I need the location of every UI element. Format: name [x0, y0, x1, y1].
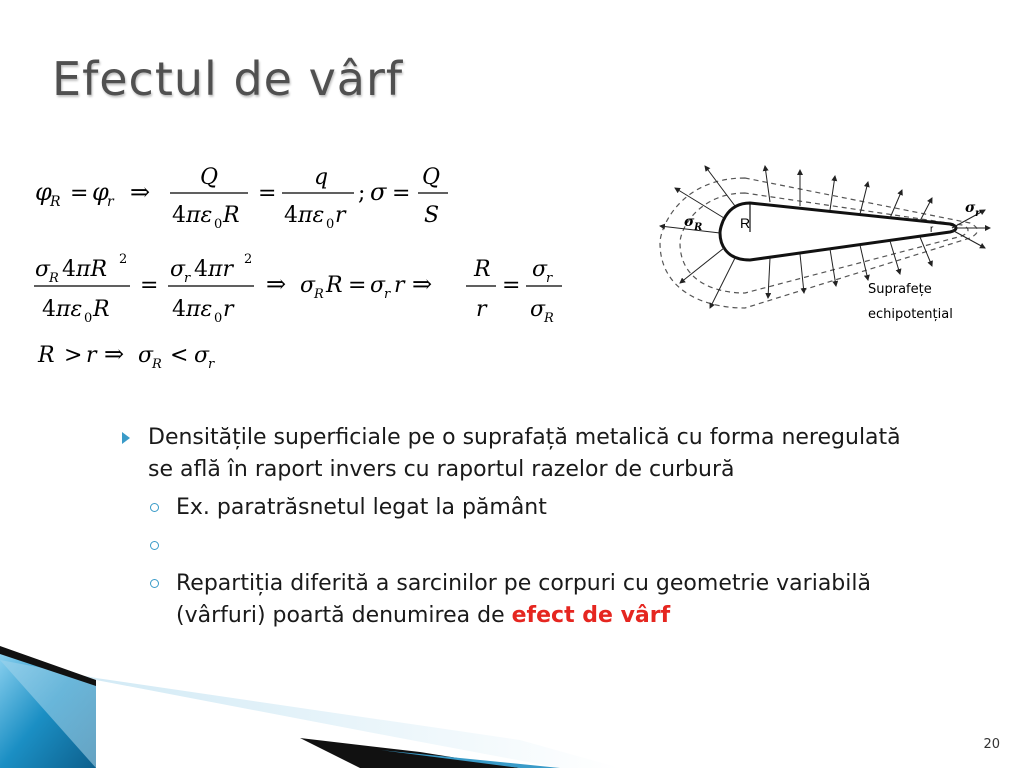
- svg-text:;: ;: [358, 181, 366, 206]
- sub-bullet-3-text: Repartiția diferită a sarcinilor pe corpuri cu geometrie variabilă (vârfuri) poartă denumirea de: [176, 571, 871, 628]
- svg-text:R: R: [49, 271, 59, 286]
- conductor-body: [720, 203, 956, 260]
- label-sigma-r: σ: [965, 200, 976, 216]
- svg-text:R: R: [152, 357, 162, 372]
- sub-bullet-circle-icon: [150, 503, 159, 512]
- svg-text:=: =: [140, 273, 159, 298]
- label-sigma-R: σ: [684, 214, 695, 230]
- svg-text:=: =: [258, 181, 277, 206]
- svg-text:R: R: [223, 203, 240, 228]
- equations: [30, 150, 630, 380]
- charged-conductor-figure: [640, 148, 1020, 338]
- svg-text:4πε: 4πε: [42, 297, 83, 322]
- svg-text:S: S: [424, 203, 440, 228]
- page-number: 20: [983, 737, 1000, 752]
- svg-text:Q: Q: [200, 165, 219, 190]
- svg-text:σ: σ: [530, 297, 546, 322]
- svg-text:σ: σ: [35, 257, 51, 282]
- svg-text:r: r: [335, 203, 346, 228]
- svg-text:r: r: [184, 271, 191, 286]
- bullet-arrow-icon: [122, 432, 130, 444]
- svg-text:r: r: [208, 357, 215, 372]
- svg-text:σ: σ: [300, 273, 316, 298]
- svg-text:r: r: [546, 271, 553, 286]
- sub-bullet-1: [118, 492, 928, 524]
- svg-text:0: 0: [214, 311, 223, 326]
- svg-text:R: R: [314, 287, 324, 302]
- svg-text:σ: σ: [138, 343, 154, 368]
- label-sigma-r-sub: r: [975, 208, 981, 219]
- bullet-main: [118, 422, 928, 486]
- equation-line-3: [37, 340, 215, 372]
- svg-text:=: =: [392, 181, 411, 206]
- svg-text:4πε: 4πε: [172, 203, 213, 228]
- slide-title: Efectul de vârf: [52, 52, 404, 106]
- sub-bullet-1-text: Ex. paratrăsnetul legat la pământ: [176, 495, 547, 520]
- label-R: R: [740, 215, 751, 231]
- equation-line-2: [34, 252, 562, 326]
- label-r: r: [930, 224, 934, 235]
- svg-text:σ: σ: [532, 257, 548, 282]
- svg-text:4πr: 4πr: [194, 257, 233, 282]
- sub-bullet-2: [118, 530, 928, 562]
- svg-text:⇒: ⇒: [412, 270, 433, 298]
- svg-text:=: =: [502, 273, 521, 298]
- svg-text:σ: σ: [370, 178, 387, 206]
- svg-text:σ: σ: [170, 257, 186, 282]
- svg-text:0: 0: [84, 311, 93, 326]
- svg-text:r: r: [476, 297, 487, 322]
- svg-text:4πε: 4πε: [172, 297, 213, 322]
- figure-caption-line2: echipotențial: [868, 307, 953, 322]
- figure-caption-line1: Suprafețe: [868, 282, 932, 297]
- svg-text:σ: σ: [370, 273, 386, 298]
- svg-text:>: >: [64, 343, 83, 368]
- svg-text:<: <: [170, 343, 189, 368]
- svg-text:0: 0: [214, 217, 223, 232]
- svg-text:⇒: ⇒: [266, 270, 287, 298]
- svg-text:R: R: [38, 343, 55, 368]
- label-sigma-R-sub: R: [694, 222, 703, 233]
- bullet-main-text: Densitățile superficiale pe o suprafață metalică cu forma neregulată se află în raport invers cu raportul razelor de curbură: [148, 425, 901, 482]
- svg-text:q: q: [314, 165, 329, 190]
- sub-bullet-circle-icon: [150, 579, 159, 588]
- svg-text:φ: φ: [92, 178, 109, 206]
- svg-text:4πε: 4πε: [284, 203, 325, 228]
- highlight-efect-de-varf: efect de vârf: [511, 603, 671, 628]
- svg-text:2: 2: [119, 252, 128, 267]
- svg-text:r: r: [223, 297, 234, 322]
- svg-text:r: r: [86, 343, 97, 368]
- decorative-corner: [0, 600, 1024, 768]
- svg-text:r: r: [394, 273, 405, 298]
- svg-text:R: R: [544, 311, 554, 326]
- svg-text:=: =: [348, 273, 367, 298]
- svg-text:r: r: [107, 194, 114, 210]
- svg-text:R: R: [93, 297, 110, 322]
- svg-text:φ: φ: [35, 178, 52, 206]
- svg-text:r: r: [384, 287, 391, 302]
- svg-text:4πR: 4πR: [62, 257, 108, 282]
- svg-text:0: 0: [326, 217, 335, 232]
- svg-text:R: R: [50, 194, 61, 210]
- figure-svg: [640, 148, 1020, 338]
- svg-text:R: R: [326, 273, 343, 298]
- sub-bullet-circle-icon: [150, 541, 159, 550]
- svg-text:Q: Q: [422, 165, 441, 190]
- svg-text:σ: σ: [194, 343, 210, 368]
- svg-text:=: =: [70, 181, 89, 206]
- equation-line-1: [35, 165, 448, 232]
- equations-svg: [30, 150, 630, 380]
- svg-text:⇒: ⇒: [130, 178, 151, 206]
- svg-text:⇒: ⇒: [104, 340, 125, 368]
- svg-text:2: 2: [244, 252, 253, 267]
- svg-text:R: R: [474, 257, 491, 282]
